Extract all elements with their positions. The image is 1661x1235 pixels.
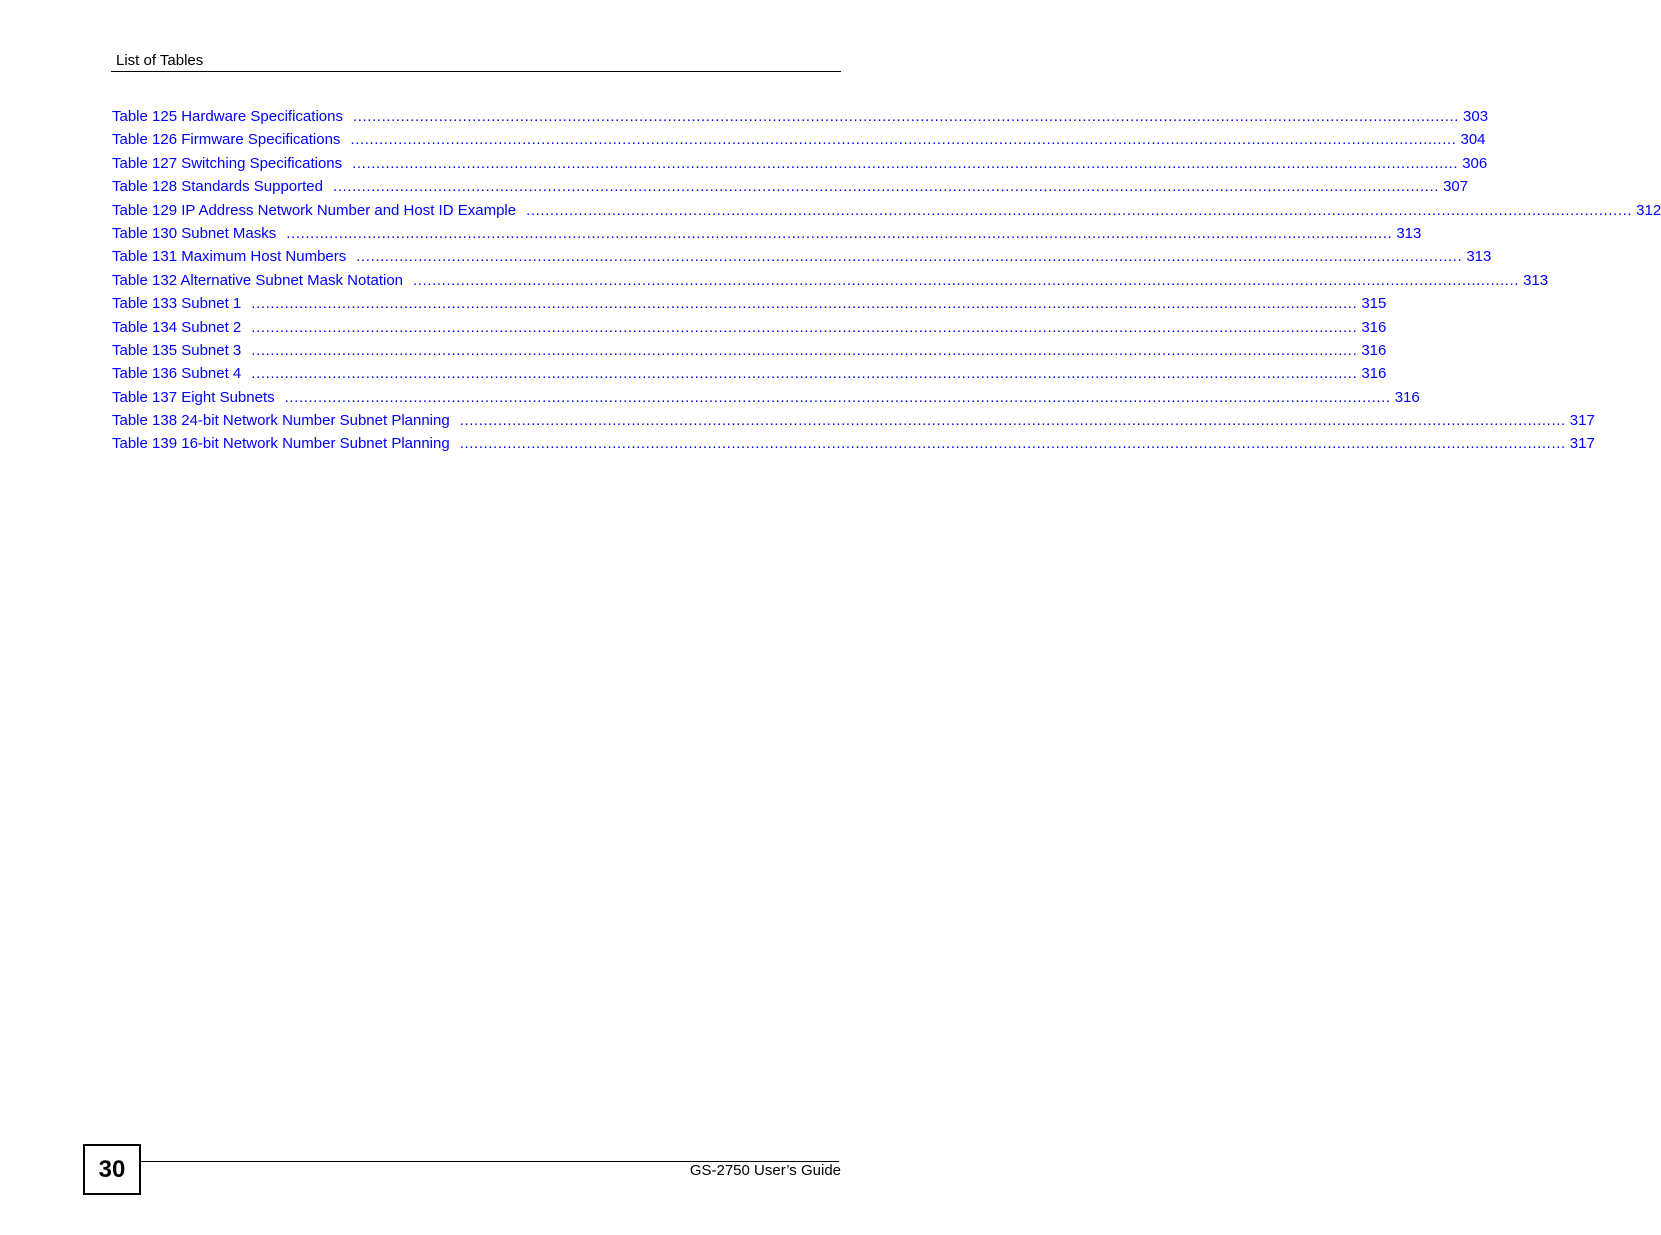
page-number: 30 (83, 1144, 141, 1195)
toc-entry[interactable] (112, 175, 1469, 198)
dot-leader: ........................................................................................................................................................................................................................................ (350, 131, 1457, 149)
toc-entry-page[interactable]: 313 (1466, 248, 1492, 266)
toc-entry[interactable] (112, 222, 1422, 245)
toc-entry-page[interactable]: 313 (1396, 224, 1422, 242)
toc-entry-page[interactable]: 316 (1361, 318, 1387, 336)
toc-entry-page[interactable]: 317 (1569, 435, 1595, 453)
toc-entry-page[interactable]: 307 (1443, 178, 1469, 196)
toc-entry[interactable] (112, 105, 1489, 128)
dot-leader: ........................................................................................................................................................................................................................................ (286, 224, 1393, 242)
toc-entry[interactable] (112, 152, 1488, 175)
toc-entry-title[interactable]: Table 137 Eight Subnets (112, 388, 275, 406)
toc-entry[interactable] (112, 199, 1661, 222)
guide-title: GS-2750 User’s Guide (689, 1162, 841, 1179)
toc-entry-page[interactable]: 312 (1636, 201, 1661, 219)
toc-entry-page[interactable]: 306 (1462, 154, 1488, 172)
toc-entry-page[interactable]: 315 (1361, 295, 1387, 313)
toc-entry-page[interactable]: 316 (1361, 341, 1387, 359)
toc-entry-page[interactable]: 304 (1460, 131, 1486, 149)
toc-entry[interactable] (112, 386, 1420, 409)
toc-entry-title[interactable]: Table 132 Alternative Subnet Mask Notation (112, 271, 404, 289)
dot-leader: ........................................................................................................................................................................................................................................ (251, 295, 1358, 313)
header-divider (111, 71, 841, 72)
toc-entry-page[interactable]: 317 (1569, 412, 1595, 430)
dot-leader: ........................................................................................................................................................................................................................................ (352, 154, 1459, 172)
toc-entry-title[interactable]: Table 139 16-bit Network Number Subnet Planning (112, 435, 450, 453)
dot-leader: ........................................................................................................................................................................................................................................ (459, 435, 1566, 453)
dot-leader: ........................................................................................................................................................................................................................................ (251, 318, 1358, 336)
toc-entry-title[interactable]: Table 131 Maximum Host Numbers (112, 248, 347, 266)
toc-entry-title[interactable]: Table 138 24-bit Network Number Subnet Planning (112, 412, 450, 430)
toc-entry-title[interactable]: Table 130 Subnet Masks (112, 224, 277, 242)
toc-entry[interactable] (112, 269, 1549, 292)
toc-entry-page[interactable]: 313 (1523, 271, 1549, 289)
toc-entry-title[interactable]: Table 125 Hardware Specifications (112, 108, 343, 125)
toc-entry[interactable] (112, 339, 1387, 362)
toc-entry-page[interactable]: 316 (1361, 365, 1387, 383)
toc-entry[interactable] (112, 292, 1387, 315)
toc-entry[interactable] (112, 432, 1595, 455)
running-header: List of Tables (116, 52, 204, 69)
toc-entry[interactable] (112, 362, 1387, 385)
toc-entry[interactable] (112, 316, 1387, 339)
list-of-tables (112, 105, 1661, 456)
toc-entry-title[interactable]: Table 136 Subnet 4 (112, 365, 242, 383)
toc-entry-title[interactable]: Table 129 IP Address Network Number and Host ID Example (112, 201, 517, 219)
toc-entry-title[interactable]: Table 135 Subnet 3 (112, 341, 242, 359)
dot-leader: ........................................................................................................................................................................................................................................ (284, 388, 1391, 406)
toc-entry[interactable] (112, 245, 1492, 268)
toc-entry-title[interactable]: Table 128 Standards Supported (112, 178, 323, 196)
dot-leader: ........................................................................................................................................................................................................................................ (413, 271, 1520, 289)
toc-entry[interactable] (112, 128, 1486, 151)
dot-leader: ........................................................................................................................................................................................................................................ (333, 178, 1440, 196)
dot-leader: ........................................................................................................................................................................................................................................ (251, 341, 1358, 359)
dot-leader: ........................................................................................................................................................................................................................................ (526, 201, 1633, 219)
toc-entry-title[interactable]: Table 127 Switching Specifications (112, 154, 343, 172)
dot-leader: ........................................................................................................................................................................................................................................ (352, 108, 1460, 125)
toc-entry-title[interactable]: Table 126 Firmware Specifications (112, 131, 341, 149)
toc-entry-page[interactable]: 316 (1394, 388, 1420, 406)
toc-entry-page[interactable]: 303 (1463, 108, 1489, 125)
dot-leader: ........................................................................................................................................................................................................................................ (251, 365, 1358, 383)
toc-entry[interactable] (112, 409, 1595, 432)
dot-leader: ........................................................................................................................................................................................................................................ (356, 248, 1463, 266)
toc-entry-title[interactable]: Table 133 Subnet 1 (112, 295, 242, 313)
toc-entry-title[interactable]: Table 134 Subnet 2 (112, 318, 242, 336)
dot-leader: ........................................................................................................................................................................................................................................ (459, 412, 1566, 430)
